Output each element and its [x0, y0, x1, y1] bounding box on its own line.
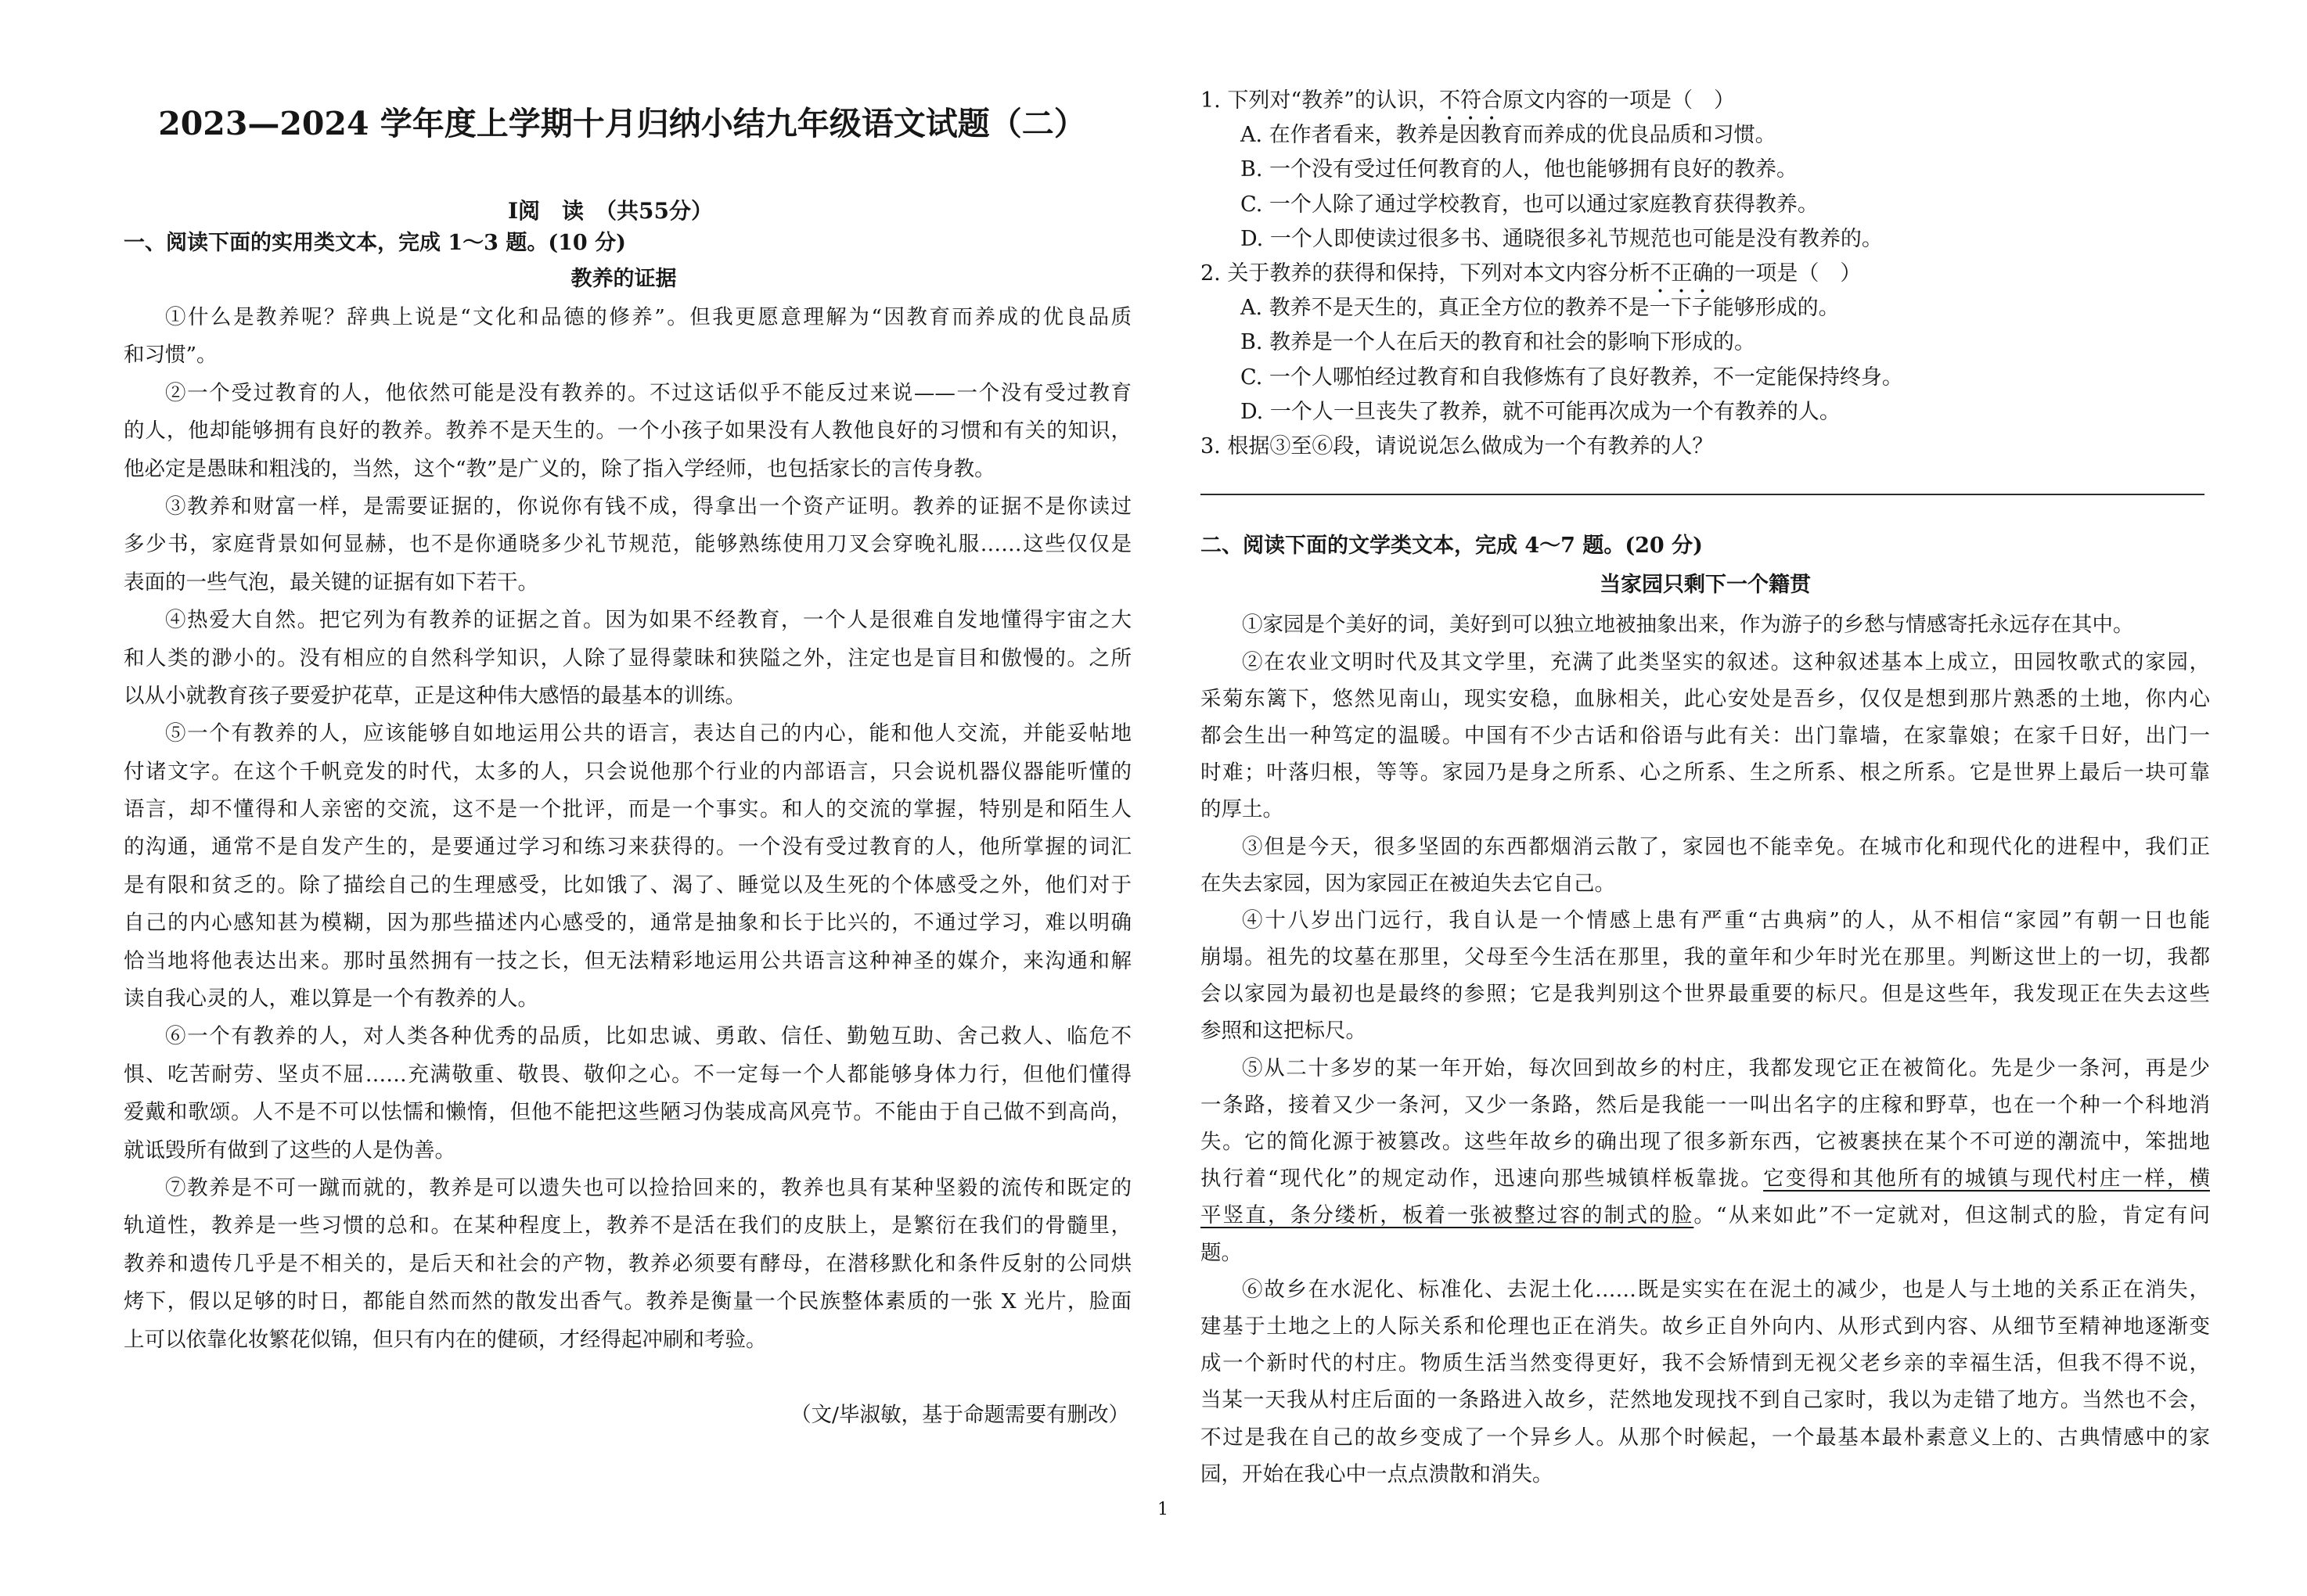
text-segment: 执行着“现代化”的规定动作，迅速向那些城镇样板靠拢。 [1200, 1166, 1764, 1192]
text-line: 付诸文字。在这个千帆竞发的时代，太多的人，只会说他那个行业的内部语言，只会说机器仪器能听懂的 [124, 759, 1132, 784]
paragraph [124, 1018, 1132, 1170]
text-line: 崩塌。祖先的坟墓在那里，父母至今生活在那里，我的童年和少年时光在那里。判断这世上的一切，我都 [1200, 945, 2210, 970]
question [1200, 430, 2210, 464]
text-line: 一条路，接着又少一条河，又少一条路，然后是我能一一叫出名字的庄稼和野草，也在一个种一个科地消 [1200, 1092, 2210, 1117]
text-line: 成一个新时代的村庄。物质生活当然变得更好，我不会矫情到无视父老乡亲的幸福生活，但我不得不说， [1200, 1351, 2210, 1376]
text-line: 表面的一些气泡，最关键的证据有如下若干。 [124, 570, 538, 595]
article-attribution: （文/毕淑敏，基于命题需要有删改） [790, 1403, 1129, 1427]
left-column [124, 0, 1132, 1596]
text-line: ⑥一个有教养的人，对人类各种优秀的品质，比如忠诚、勇敢、信任、勤勉互助、舍己救人、临危不 [165, 1024, 1132, 1049]
text-line: ⑤一个有教养的人，应该能够自如地运用公共的语言，表达自己的内心，能和他人交流，并能妥帖地 [165, 721, 1132, 746]
text-line: 轨道性，教养是一些习惯的总和。在某种程度上，教养不是活在我们的皮肤上，是繁衍在我们的骨髓里， [124, 1213, 1132, 1238]
text-segment: 原文内容的一项是（ ） [1502, 88, 1735, 113]
text-line: 就诋毁所有做到了这些的人是伪善。 [124, 1138, 455, 1163]
text-line: ①家园是个美好的词，美好到可以独立地被抽象出来，作为游子的乡愁与情感寄托永远存在其中。 [1242, 613, 2134, 638]
text-line: ③教养和财富一样，是需要证据的，你说你有钱不成，得拿出一个资产证明。教养的证据不是你读过 [165, 494, 1132, 519]
paragraph [124, 1170, 1132, 1359]
text-line: 上可以依靠化妆繁花似锦，但只有内在的健硕，才经得起冲刷和考验。 [124, 1327, 767, 1352]
answer-option: C. 一个人除了通过学校教育，也可以通过家庭教育获得教养。 [1240, 192, 1819, 217]
text-line: ②在农业文明时代及其文学里，充满了此类坚实的叙述。这种叙述基本上成立，田园牧歌式的家园， [1242, 649, 2210, 674]
text-segment: 。“从来如此”不一定就对，但这制式的脸，肯定有问 [1693, 1203, 2210, 1228]
question-stem [1200, 84, 2210, 118]
exam-title: 2023—2024 学年度上学期十月归纳小结九年级语文试题（二） [158, 105, 1086, 142]
paragraph [1200, 902, 2210, 1050]
paragraph [1200, 1050, 2210, 1271]
text-segment: 2. 关于教养的获得和保持，下列对本文内容分析 [1200, 261, 1650, 286]
text-line: ④十八岁出门远行，我自认是一个情感上患有严重“古典病”的人，从不相信“家园”有朝一日也能 [1242, 908, 2210, 933]
paragraph [1200, 829, 2210, 902]
text-line: 烤下，假以足够的时日，都能自然而然的散发出香气。教养是衡量一个民族整体素质的一张 X 光片，脸面 [124, 1289, 1132, 1314]
question [1200, 84, 2210, 257]
text-line: ①什么是教养呢？辞典上说是“文化和品德的修养”。但我更愿意理解为“因教育而养成的优良品质 [165, 305, 1132, 329]
text-line: 爱戴和歌颂。人不是不可以怯懦和懒惰，但他不能把这些陋习伪装成高风亮节。不能由于自己做不到高尚， [124, 1100, 1132, 1125]
answer-option: B. 教养是一个人在后天的教育和社会的影响下形成的。 [1240, 330, 1756, 355]
text-line: ⑦教养是不可一蹴而就的，教养是可以遗失也可以捡拾回来的，教养也具有某种坚毅的流传和既定的 [165, 1175, 1132, 1200]
paragraph [1200, 1271, 2210, 1493]
text-line [1200, 1197, 2210, 1234]
text-line: 时难；叶落归根，等等。家园乃是身之所系、心之所系、生之所系、根之所系。它是世界上最后一块可靠 [1200, 760, 2210, 785]
answer-option: A. 教养不是天生的，真正全方位的教养不是一下子能够形成的。 [1240, 296, 1840, 321]
paragraph [124, 299, 1132, 375]
question-stem [1200, 257, 2210, 291]
text-line: 不过是我在自己的故乡变成了一个异乡人。从那个时候起，一个最基本最朴素意义上的、古典情感中的家 [1200, 1425, 2210, 1450]
text-line: 和习惯”。 [124, 343, 218, 368]
question [1200, 257, 2210, 430]
text-line: 当某一天我从村庄后面的一条路进入故乡，茫然地发现找不到自己家时，我以为走错了地方。当然也不会， [1200, 1388, 2210, 1413]
text-line: 建基于土地之上的人际关系和伦理也正在消失。故乡正自外向内、从形式到内容、从细节至精神地逐渐变 [1200, 1314, 2210, 1339]
text-line: 读自我心灵的人，难以算是一个有教养的人。 [124, 987, 538, 1012]
text-line: 都会生出一种笃定的温暖。中国有不少古话和俗语与此有关：出门靠墙，在家靠娘；在家千日好，出门一 [1200, 723, 2210, 748]
text-line: 的沟通，通常不是自发产生的，是要通过学习和练习来获得的。一个没有受过教育的人，他所掌握的词汇 [124, 835, 1132, 860]
questions-list [1200, 84, 2210, 464]
text-line: 的人，他却能够拥有良好的教养。教养不是天生的。一个小孩子如果没有人教他良好的习惯和有关的知识， [124, 419, 1132, 444]
text-line: 教养和遗传几乎是不相关的，是后天和社会的产物，教养必须要有酵母，在潜移默化和条件反射的公同烘 [124, 1251, 1132, 1276]
text-line: 失。它的简化源于被篡改。这些年故乡的确出现了很多新东西，它被裹挟在某个不可逆的潮流中，笨拙地 [1200, 1130, 2210, 1155]
text-segment: 1. 下列对“教养”的认识， [1200, 88, 1439, 113]
text-line: 题。 [1200, 1240, 1242, 1265]
text-line: 会以家园为最初也是最终的参照；它是我判别这个世界最重要的标尺。但是这些年，我发现正在失去这些 [1200, 982, 2210, 1007]
article-body [124, 299, 1132, 1359]
paragraph [124, 488, 1132, 602]
answer-option: D. 一个人即使读过很多书、通晓很多礼节规范也可能是没有教养的。 [1240, 226, 1883, 251]
text-line: ③但是今天，很多坚固的东西都烟消云散了，家园也不能幸免。在城市化和现代化的进程中，我们正 [1242, 834, 2210, 859]
text-line: 恰当地将他表达出来。那时虽然拥有一技之长，但无法精彩地运用公共语言这种神圣的媒介，来沟通和解 [124, 948, 1132, 973]
answer-option: C. 一个人哪怕经过教育和自我修炼有了良好教养，不一定能保持终身。 [1240, 365, 1903, 390]
text-line: 是有限和贫乏的。除了描绘自己的生理感受，比如饿了、渴了、睡觉以及生死的个体感受之外，他们对于 [124, 872, 1132, 897]
text-line: 在失去家园，因为家园正在被迫失去它自己。 [1200, 871, 1615, 896]
question-stem [1200, 430, 2210, 464]
text-line: 多少书，家庭背景如何显赫，也不是你通晓多少礼节规范，能够熟练使用刀叉会穿晚礼服……这些仅仅是 [124, 532, 1132, 557]
text-line: ⑥故乡在水泥化、标准化、去泥土化……既是实实在在泥土的减少，也是人与土地的关系正在消失， [1242, 1277, 2210, 1302]
paragraph [124, 715, 1132, 1018]
emphasized-text: 不正确 [1650, 261, 1714, 286]
text-line: 园，开始在我心中一点点溃散和消失。 [1200, 1461, 1553, 1486]
text-line: 采菊东篱下，悠然见南山，现实安稳，血脉相关，此心安处是吾乡，仅仅是想到那片熟悉的土地，你内心 [1200, 686, 2210, 711]
paragraph [124, 602, 1132, 715]
underlined-text: 它变得和其他所有的城镇与现代村庄一样，横 [1763, 1166, 2210, 1192]
text-line: 语言，却不懂得和人亲密的交流，这不是一个批评，而是一个事实。和人的交流的掌握，特别是和陌生人 [124, 797, 1132, 822]
section-divider [1200, 494, 2204, 495]
reading-part-header: Ⅰ阅 读 （共55分） [507, 198, 714, 224]
text-line: ④热爱大自然。把它列为有教养的证据之首。因为如果不经教育，一个人是很难自发地懂得宇宙之大 [165, 608, 1132, 633]
text-line: ②一个受过教育的人，他依然可能是没有教养的。不过这话似乎不能反过来说——一个没有受过教育 [165, 380, 1132, 405]
text-line: 惧、吃苦耐劳、坚贞不屈……充满敬重、敬畏、敬仰之心。不一定每一个人都能够身体力行，但他们懂得 [124, 1062, 1132, 1087]
text-line [1200, 1160, 2210, 1197]
text-line: 自己的内心感知甚为模糊，因为那些描述内心感受的，通常是抽象和长于比兴的，不通过学习，难以明确 [124, 911, 1132, 936]
article-title: 教养的证据 [570, 267, 677, 291]
text-segment: 的一项是（ ） [1713, 261, 1862, 286]
section-heading: 二、阅读下面的文学类文本，完成 4～7 题。(20 分) [1200, 534, 1703, 558]
answer-option: D. 一个人一旦丧失了教养，就不可能再次成为一个有教养的人。 [1240, 399, 1841, 424]
paragraph [124, 375, 1132, 488]
underlined-text: 平竖直，条分缕析，板着一张被整过容的制式的脸 [1200, 1203, 1694, 1228]
article-title: 当家园只剩下一个籍贯 [1600, 573, 1811, 597]
text-segment: 3. 根据③至⑥段，请说说怎么做成为一个有教养的人？ [1200, 433, 1714, 458]
emphasized-text: 不符合 [1438, 88, 1503, 113]
article-body [1200, 606, 2210, 1493]
text-line: 他必定是愚昧和粗浅的，当然，这个“教”是广义的，除了指入学经师，也包括家长的言传身教。 [124, 456, 995, 481]
right-column [1200, 0, 2210, 1596]
paragraph [1200, 606, 2210, 643]
text-line: 参照和这把标尺。 [1200, 1019, 1366, 1044]
paragraph [1200, 644, 2210, 829]
answer-option: A. 在作者看来，教养是因教育而养成的优良品质和习惯。 [1240, 123, 1776, 148]
page-number: 1 [1157, 1500, 1168, 1519]
text-line: 以从小就教育孩子要爱护花草，正是这种伟大感悟的最基本的训练。 [124, 683, 746, 708]
section-heading: 一、阅读下面的实用类文本，完成 1～3 题。(10 分) [124, 231, 626, 255]
text-line: 的厚土。 [1200, 797, 1283, 822]
text-line: ⑤从二十多岁的某一年开始，每次回到故乡的村庄，我都发现它正在被简化。先是少一条河，再是少 [1242, 1055, 2210, 1080]
text-line: 和人类的渺小的。没有相应的自然科学知识，人除了显得蒙昧和狭隘之外，注定也是盲目和傲慢的。之所 [124, 645, 1132, 670]
answer-option: B. 一个没有受过任何教育的人，他也能够拥有良好的教养。 [1240, 157, 1798, 182]
